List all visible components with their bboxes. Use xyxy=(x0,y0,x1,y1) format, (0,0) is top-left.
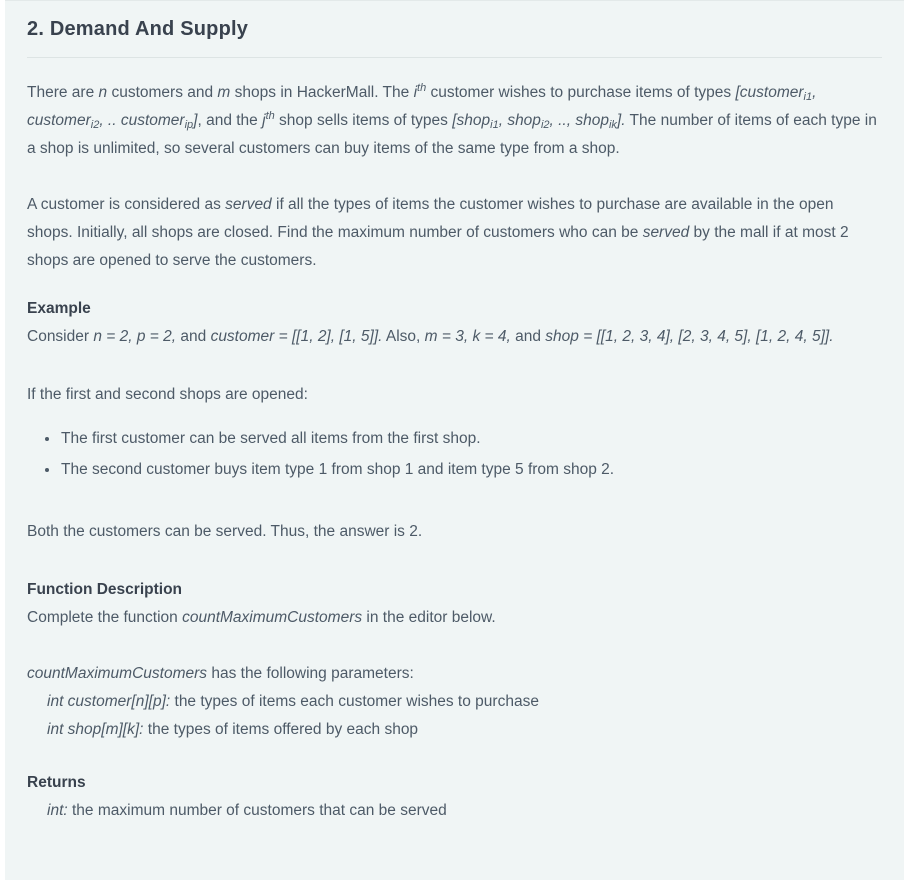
parameter-shop: int shop[m][k]: the types of items offered by each shop xyxy=(47,721,419,738)
problem-title: 2. Demand And Supply xyxy=(27,18,249,40)
opened-shops-bullet-list xyxy=(27,425,882,484)
parameters-section xyxy=(27,660,882,744)
parameters-intro: countMaximumCustomers has the following parameters: xyxy=(27,665,414,682)
function-description-heading: Function Description xyxy=(27,581,182,598)
intro-paragraph: There are n customers and m shops in HackerMall. The $i^{th}$ customer wishes to purchase items of types [customeri1, customeri2, .. customerip], and the $j^{th}$ shop sells items of types [shopi1, shopi2, .., shopik]. The number of items of each type in a shop is unlimited, so several customers can buy items of the same type from a shop. xyxy=(27,82,877,157)
parameter-customer: int customer[n][p]: the types of items each customer wishes to purchase xyxy=(47,693,539,710)
served-definition-paragraph: A customer is considered as served if all the types of items the customer wishes to purchase are available in the open shops. Initially, all shops are closed. Find the maximum number of customers who can be served by the mall if at most 2 shops are opened to serve the customers. xyxy=(27,196,849,269)
conclusion-paragraph: Both the customers can be served. Thus, the answer is 2. xyxy=(27,523,423,540)
returns-section xyxy=(27,769,882,825)
example-body: Consider n = 2, p = 2, and customer = [[1, 2], [1, 5]]. Also, m = 3, k = 4, and shop = [[1, 2, 3, 4], [2, 3, 4, 5], [1, 2, 4, 5]]. xyxy=(27,328,834,345)
opened-shops-lead: If the first and second shops are opened: xyxy=(27,386,308,403)
returns-heading: Returns xyxy=(27,774,86,791)
returns-body: int: the maximum number of customers that can be served xyxy=(47,802,447,819)
problem-panel xyxy=(5,0,904,880)
function-description-body: Complete the function countMaximumCustomers in the editor below. xyxy=(27,609,496,626)
example-heading: Example xyxy=(27,300,91,317)
example-section xyxy=(27,295,882,351)
bullet-item-second-customer: • The second customer buys item type 1 from shop 1 and item type 5 from shop 2. xyxy=(60,456,882,484)
title-divider xyxy=(27,57,882,58)
bullet-item-first-customer: • The first customer can be served all items from the first shop. xyxy=(60,425,882,453)
function-description-section xyxy=(27,576,882,632)
